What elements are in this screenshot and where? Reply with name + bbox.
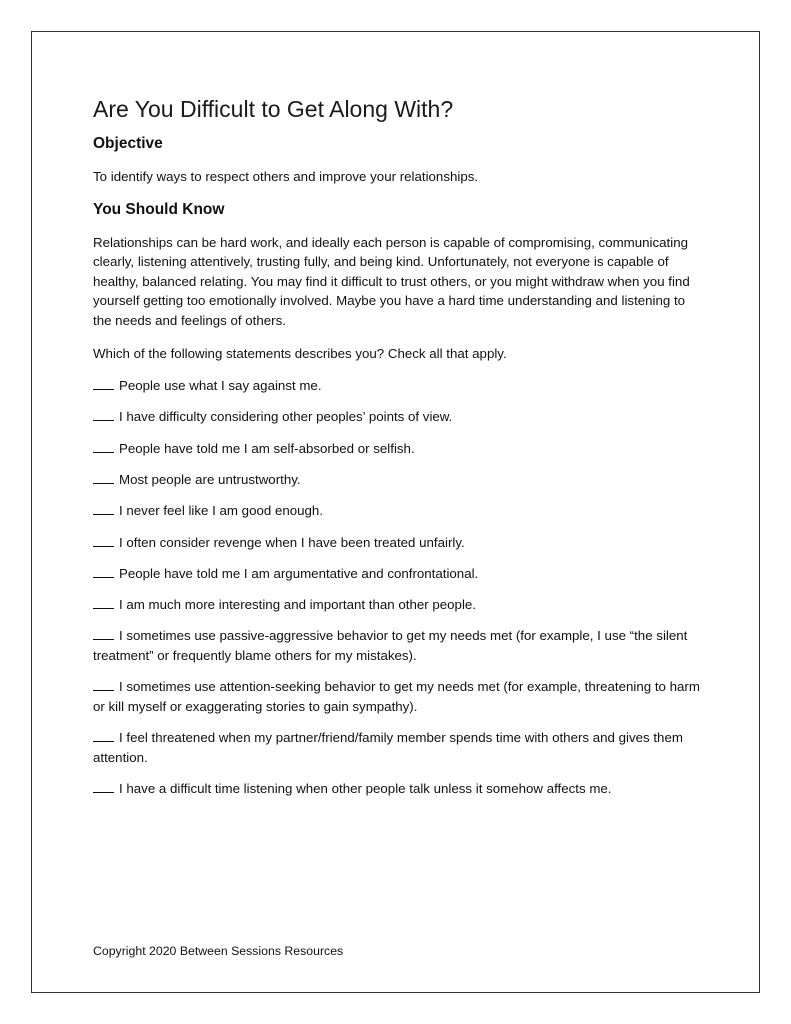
checklist-item [93,470,703,490]
checklist-item-text: I often consider revenge when I have been treated unfairly. [119,534,465,550]
checklist-item [93,439,703,459]
check-blank[interactable] [93,534,114,547]
statement-checklist [93,376,703,798]
check-blank[interactable] [93,596,114,609]
worksheet-content [93,94,703,810]
check-blank[interactable] [93,780,114,793]
document-title: Are You Difficult to Get Along With? [93,96,454,122]
checklist-item [93,407,703,427]
checklist-item-text: I have a difficult time listening when other people talk unless it somehow affects me. [119,781,612,797]
you-should-know-heading: You Should Know [93,200,225,218]
check-blank[interactable] [93,565,114,578]
check-blank[interactable] [93,502,114,515]
checklist-item-text: I am much more interesting and important than other people. [119,597,476,613]
checklist-item [93,376,703,396]
check-blank[interactable] [93,377,114,390]
checklist-item [93,595,703,615]
checklist-item [93,626,703,665]
you-should-know-paragraph: Relationships can be hard work, and ideally each person is capable of compromising, communicating clearly, listening attentively, trusting fully, and being kind. Unfortunately, not everyone is capable of healthy, balanced relating. You may find it difficult to trust others, or you might withdraw when you find yourself getting too emotionally involved. Maybe you have a hard time understanding and listening to the needs and feelings of others. [93,234,690,328]
check-blank[interactable] [93,627,114,640]
checklist-item [93,677,703,716]
checklist-item-text: People have told me I am argumentative and confrontational. [119,565,479,581]
objective-text: To identify ways to respect others and improve your relationships. [93,169,479,184]
checklist-item [93,564,703,584]
checklist-item-text: I sometimes use attention-seeking behavior to get my needs met (for example, threatening to harm or kill myself or exaggerating stories to gain sympathy). [93,679,700,714]
checklist-item [93,779,703,799]
objective-heading: Objective [93,135,163,152]
check-blank[interactable] [93,678,114,691]
checklist-prompt: Which of the following statements describes you? Check all that apply. [93,345,507,361]
checklist-item-text: I have difficulty considering other peoples’ points of view. [119,409,453,425]
checklist-item-text: I sometimes use passive-aggressive behavior to get my needs met (for example, I use “the silent treatment” or frequently blame others for my mistakes). [93,628,688,663]
check-blank[interactable] [93,471,114,484]
check-blank[interactable] [93,408,114,421]
checklist-item-text: I feel threatened when my partner/friend/family member spends time with others and gives them attention. [93,730,683,765]
checklist-item [93,501,703,521]
check-blank[interactable] [93,729,114,742]
checklist-item-text: People have told me I am self-absorbed or selfish. [119,440,415,456]
checklist-item [93,728,703,767]
copyright-footer: Copyright 2020 Between Sessions Resources [93,944,344,958]
check-blank[interactable] [93,440,114,453]
checklist-item-text: Most people are untrustworthy. [119,472,301,487]
checklist-item-text: I never feel like I am good enough. [119,503,324,519]
checklist-item-text: People use what I say against me. [119,378,322,394]
checklist-item [93,533,703,553]
